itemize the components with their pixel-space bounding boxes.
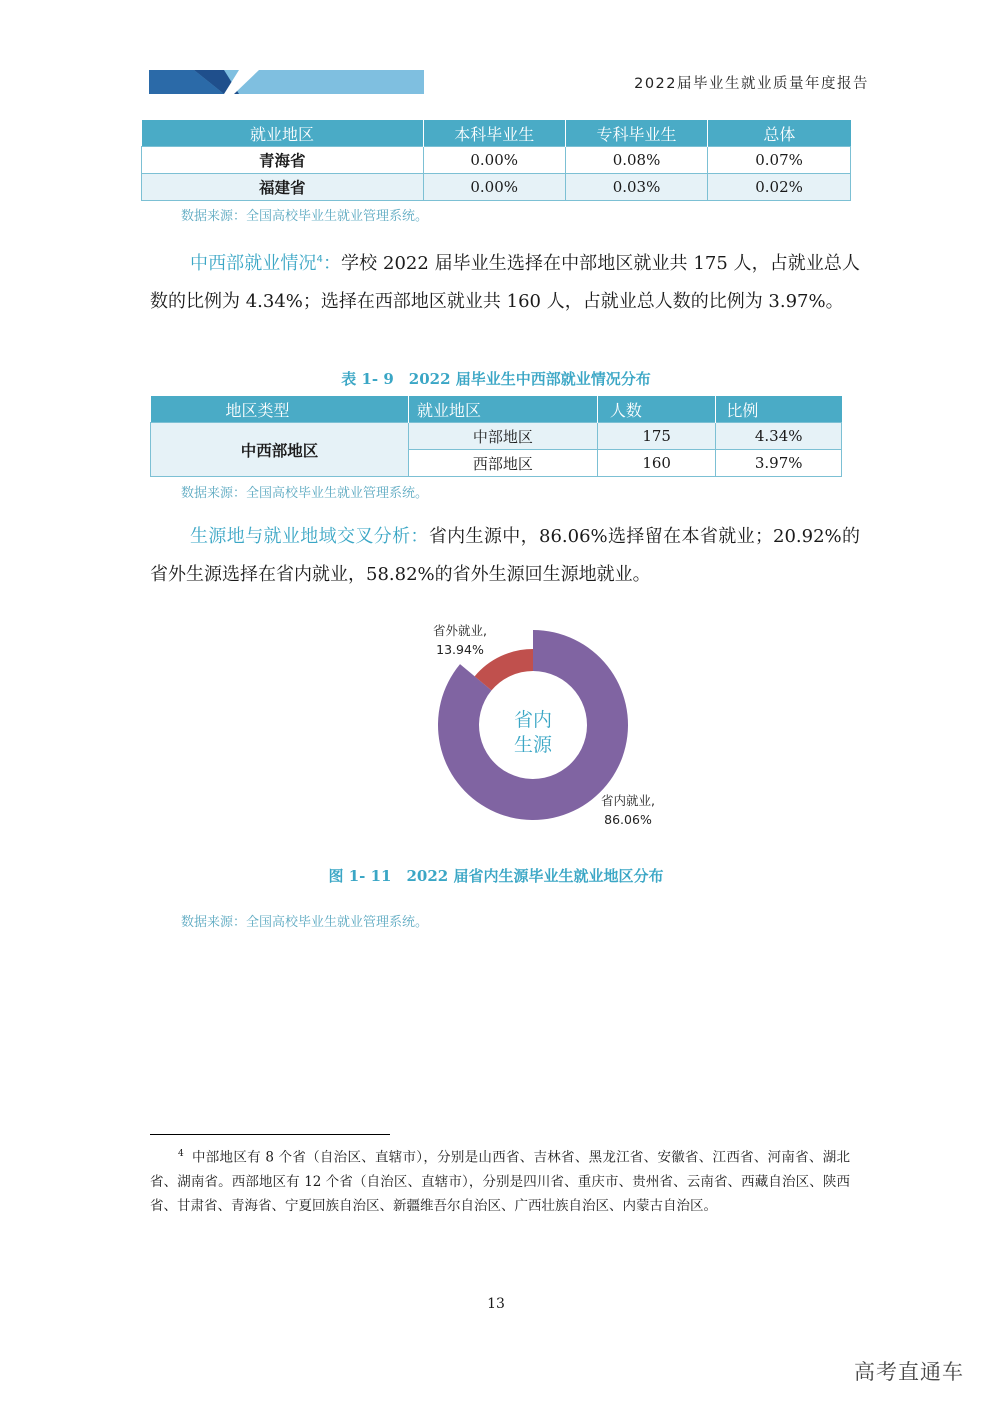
table-cell: 西部地区	[408, 450, 597, 477]
table-header-row	[151, 396, 842, 423]
table-row	[142, 147, 851, 174]
table-cell: 0.00%	[423, 174, 565, 201]
data-source-note: 数据来源：全国高校毕业生就业管理系统。	[181, 209, 429, 224]
table-header-row	[142, 120, 851, 147]
table-cell: 青海省	[142, 147, 424, 174]
table-cell: 中部地区	[408, 423, 597, 450]
column-header: 专科毕业生	[565, 120, 707, 147]
paragraph-body: 省内生源中，86.06%选择留在本省就业；20.92%的省外生源选择在省内就业，58.82%的省外生源回生源地就业。	[150, 526, 860, 585]
table-cell: 3.97%	[716, 450, 842, 477]
paragraph-heading: 生源地与就业地域交叉分析：	[190, 526, 429, 547]
column-header: 地区类型	[151, 396, 409, 423]
column-header: 就业地区	[142, 120, 424, 147]
heading-colon: ：	[322, 253, 342, 274]
slice-value-inside: 86.06%	[604, 812, 652, 827]
paragraph-body: 学校 2022 届毕业生选择在中部地区就业共 175 人，占就业总人数的比例为 4.34%；选择在西部地区就业共 160 人，占就业总人数的比例为 3.97%。	[150, 253, 860, 312]
central-western-table	[150, 396, 842, 477]
paragraph-cross-analysis	[150, 518, 860, 594]
footnote-mark: 4	[178, 1149, 184, 1159]
table-cell: 160	[597, 450, 715, 477]
donut-chart	[380, 610, 670, 840]
data-source-note: 数据来源：全国高校毕业生就业管理系统。	[181, 915, 429, 930]
slice-label-inside: 省内就业,	[601, 793, 655, 808]
column-header: 总体	[708, 120, 851, 147]
header-logo-bar	[149, 70, 424, 94]
table-cell: 0.08%	[565, 147, 707, 174]
data-source-note: 数据来源：全国高校毕业生就业管理系统。	[181, 486, 429, 501]
footnote-divider	[150, 1134, 390, 1135]
footnote	[150, 1142, 850, 1218]
page-number: 13	[487, 1296, 505, 1312]
table-row	[142, 174, 851, 201]
column-header: 人数	[597, 396, 715, 423]
center-label-line-1: 省内	[513, 709, 553, 731]
table-caption: 表 1- 9 2022 届毕业生中西部就业情况分布	[341, 370, 651, 388]
header-title: 2022届毕业生就业质量年度报告	[634, 76, 869, 92]
figure-caption: 图 1- 11 2022 届省内生源毕业生就业地区分布	[328, 867, 664, 885]
table-row	[151, 423, 842, 450]
table-cell: 175	[597, 423, 715, 450]
column-header: 就业地区	[408, 396, 597, 423]
table-cell: 0.00%	[423, 147, 565, 174]
slice-label-outside: 省外就业,	[433, 623, 487, 638]
group-cell: 中西部地区	[151, 423, 409, 477]
footnote-mark: 4	[316, 254, 323, 265]
column-header: 比例	[716, 396, 842, 423]
table-cell: 福建省	[142, 174, 424, 201]
paragraph-central-western	[150, 241, 860, 321]
region-table	[141, 120, 851, 201]
footnote-text: 中部地区有 8 个省（自治区、直辖市），分别是山西省、吉林省、黑龙江省、安徽省、江西省、河南省、湖北省、湖南省。西部地区有 12 个省（自治区、直辖市），分别是四川省、重庆市、贵州省、云南省、西藏自治区、陕西省、甘肃省、青海省、宁夏回族自治区、新疆维吾尔自治区、广西壮族自治区、内蒙古自治区。	[150, 1149, 850, 1214]
column-header: 本科毕业生	[423, 120, 565, 147]
slice-value-outside: 13.94%	[436, 642, 484, 657]
table-cell: 0.03%	[565, 174, 707, 201]
center-label-line-2: 生源	[513, 734, 553, 756]
table-cell: 4.34%	[716, 423, 842, 450]
table-cell: 0.07%	[708, 147, 851, 174]
paragraph-heading: 中西部就业情况	[190, 253, 317, 274]
table-cell: 0.02%	[708, 174, 851, 201]
watermark: 高考直通车	[854, 1360, 964, 1384]
